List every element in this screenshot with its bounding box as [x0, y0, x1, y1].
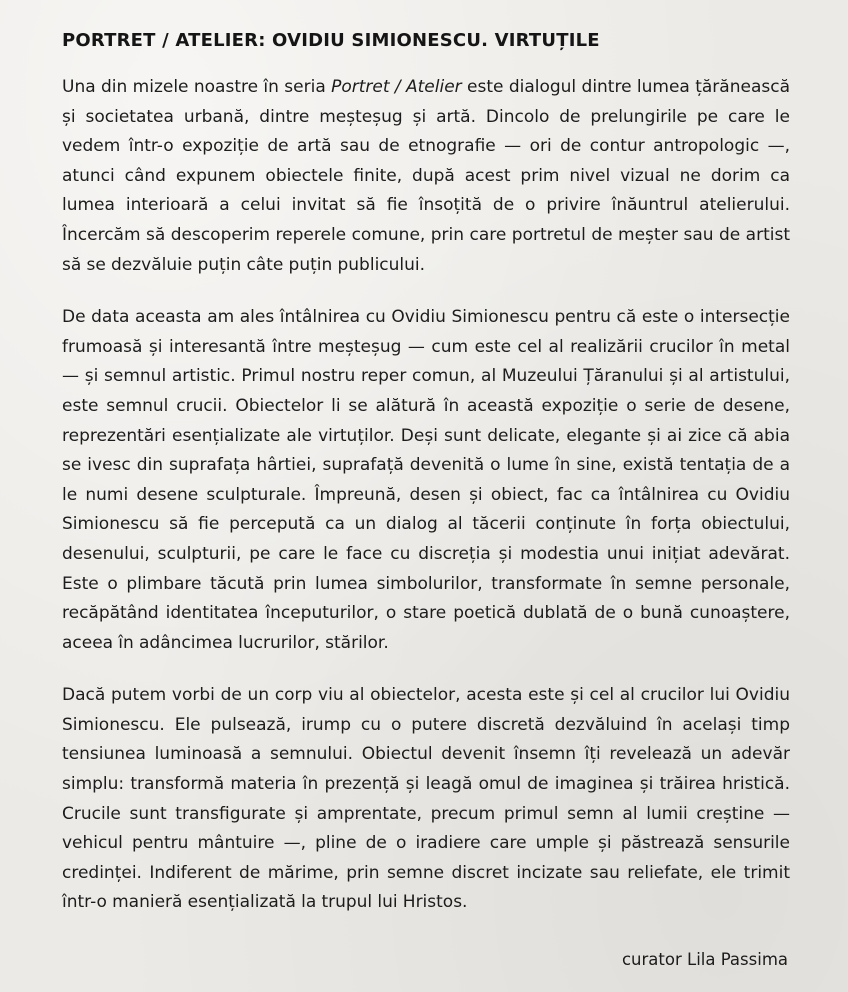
page-title: PORTRET / ATELIER: OVIDIU SIMIONESCU. VIRTUȚILE [62, 30, 600, 51]
paragraph-2: De data aceasta am ales întâlnirea cu Ovidiu Simionescu pentru că este o intersecție frumoasă și interesantă între meșteșug — cum este cel al realizării crucilor în metal — și semnul artistic. Primul nostru reper comun, al Muzeului Țăranului și al artistului, este semnul crucii. Obiectelor li se alătură în această expoziție o serie de desene, reprezentări esențializate ale virtuților. Deși sunt delicate, elegante și ai zice că abia se ivesc din suprafața hârtiei, suprafață devenită o lume în sine, există tentația de a le numi desene sculpturale. Împreună, desen și obiect, fac ca întâlnirea cu Ovidiu Simionescu să fie percepută ca un dialog al tăcerii conținute în forța obiectului, desenului, sculpturii, pe care le face cu discreția și modestia unui inițiat adevărat. Este o plimbare tăcută prin lumea simbolurilor, transformate în semne personale, recăpătând identitatea începuturilor, o stare poetică dublată de o bună cunoaștere, aceea în adâncimea lucrurilor, stărilor. [62, 307, 790, 653]
paragraph-1-text-end: este dialogul dintre lumea țărănească și societatea urbană, dintre meșteșug și artă. Dincolo de prelungirile pe care le vedem într-o expoziție de artă sau de etnografie — ori de contur antropologic —, atunci când expunem obiectele finite, după acest prim nivel vizual ne dorim ca lumea interioară a celui invitat să fie însoțită de o privire înăuntrul atelierului. Încercăm să descoperim reperele comune, prin care portretul de meșter sau de artist să se dezvăluie puțin câte puțin publicului. [62, 77, 790, 275]
text-panel [62, 30, 790, 941]
series-name: Portret / Atelier [331, 77, 462, 97]
paragraph-1-text-start: Una din mizele noastre în seria [62, 77, 332, 97]
curator-signature: curator Lila Passima [621, 950, 788, 969]
paragraph-3: Dacă putem vorbi de un corp viu al obiectelor, acesta este și cel al crucilor lui Ovidiu Simionescu. Ele pulsează, irump cu o putere discretă dezvăluind în același timp tensiunea luminoasă a semnului. Obiectul devenit însemn îți revelează un adevăr simplu: transformă materia în prezență și leagă omul de imaginea și trăirea hristică. Crucile sunt transfigurate și amprentate, precum primul semn al lumii creștine — vehicul pentru mântuire —, pline de o iradiere care umple și păstrează sensurile credinței. Indiferent de mărime, prin semne discret incizate sau reliefate, ele trimit într-o manieră esențializată la trupul lui Hristos. [62, 685, 790, 913]
paragraph-1 [62, 73, 790, 280]
